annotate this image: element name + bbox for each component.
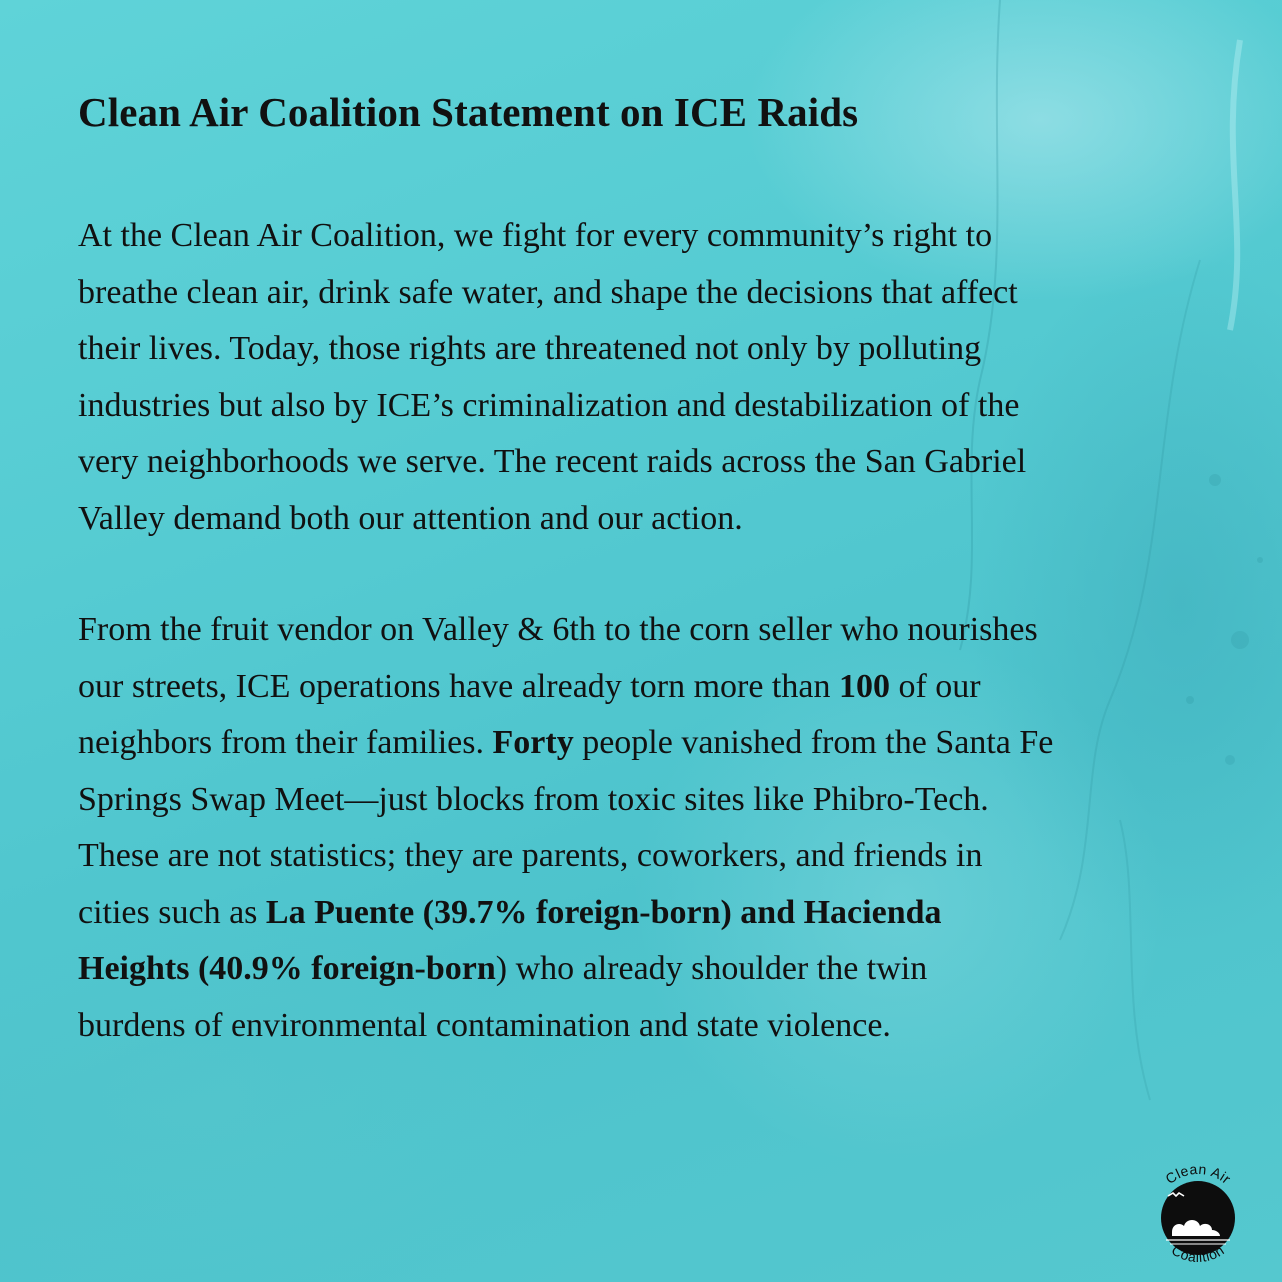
- paragraph-line: At the Clean Air Coalition, we fight for every community’s right to: [78, 217, 993, 254]
- text-run: our streets, ICE operations have already torn more than: [78, 667, 839, 705]
- bold-count: Forty: [492, 724, 574, 761]
- paragraph-impact: [78, 602, 1218, 1054]
- paragraph-line: [78, 941, 1218, 998]
- paragraph-intro: [78, 208, 1218, 547]
- text-run: neighbors from their families.: [78, 724, 493, 761]
- paragraph-line: their lives. Today, those rights are threatened not only by polluting: [78, 330, 982, 367]
- bold-count: 100: [838, 667, 890, 705]
- text-run: people vanished from the Santa Fe: [573, 724, 1054, 761]
- paragraph-line: These are not statistics; they are parents, coworkers, and friends in: [78, 837, 983, 874]
- logo-bottom-text: Coalition: [1168, 1241, 1228, 1266]
- clean-air-coalition-logo: [1142, 1148, 1254, 1272]
- paragraph-line: burdens of environmental contamination and state violence.: [78, 1006, 891, 1044]
- bold-city: Heights (40.9% foreign-born: [78, 950, 496, 987]
- paragraph-line: From the fruit vendor on Valley & 6th to the corn seller who nourishes: [78, 611, 1038, 648]
- logo-top-text: Clean Air: [1162, 1160, 1235, 1188]
- bold-city: La Puente (39.7% foreign-born) and Hacienda: [265, 893, 942, 931]
- text-run: cities such as: [78, 893, 266, 931]
- paragraph-line: [78, 715, 1218, 772]
- text-run: of our: [889, 667, 981, 705]
- page-title: Clean Air Coalition Statement on ICE Raids: [78, 89, 859, 135]
- text-run: ) who already shoulder the twin: [495, 950, 928, 987]
- paragraph-line: [78, 659, 1218, 716]
- paragraph-line: very neighborhoods we serve. The recent raids across the San Gabriel: [78, 443, 1027, 480]
- paragraph-line: Valley demand both our attention and our action.: [78, 499, 743, 537]
- paragraph-line: breathe clean air, drink safe water, and shape the decisions that affect: [78, 273, 1018, 311]
- paragraph-line: industries but also by ICE’s criminalization and destabilization of the: [78, 386, 1020, 424]
- paragraph-line: Springs Swap Meet—just blocks from toxic sites like Phibro-Tech.: [78, 780, 989, 818]
- paragraph-line: [78, 885, 1218, 942]
